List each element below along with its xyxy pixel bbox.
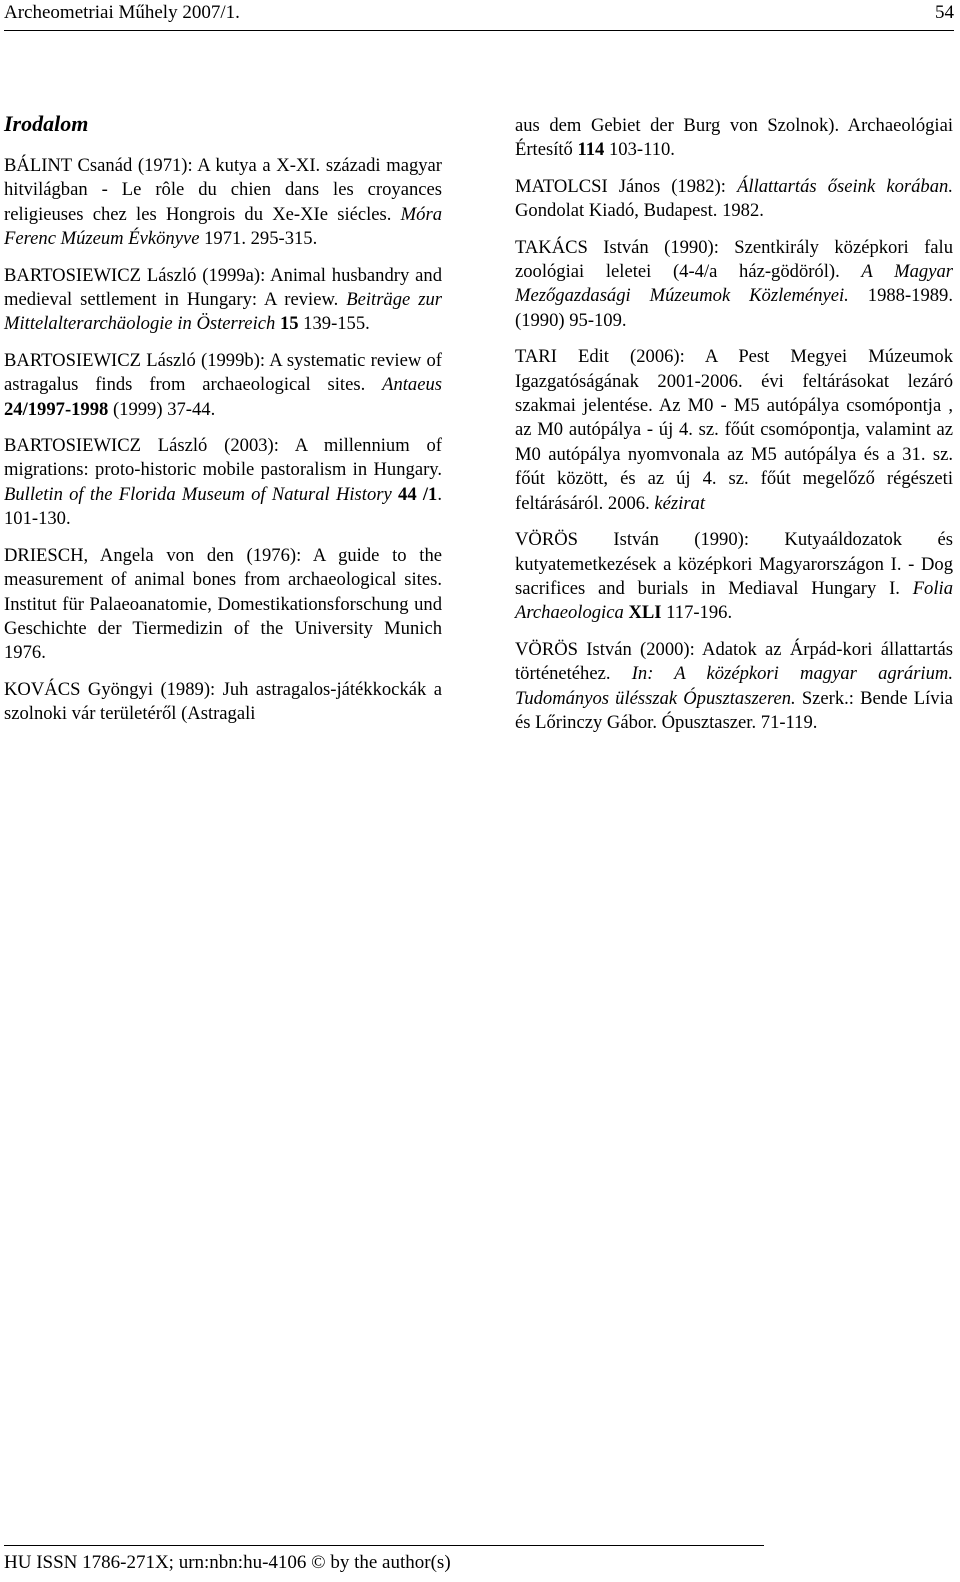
reference-pages: . 101-130. — [4, 483, 442, 530]
reference-pages: (1999) 37-44. — [108, 398, 216, 420]
reference-publisher: Gondolat Kiadó, Budapest. 1982. — [515, 200, 764, 222]
reference-text: aus dem Gebiet der Burg von Szolnok). Archaeológiai Értesítő — [515, 115, 953, 161]
reference-title: Állattartás őseink korában. — [737, 175, 953, 197]
reference-tari-2006 — [515, 345, 953, 516]
right-column — [515, 114, 953, 747]
page-header — [4, 0, 954, 31]
reference-text: BÁLINT Csanád (1971): A kutya a X-XI. századi magyar hitvilágban - Le rôle du chien dans les croyances religieuses chez les Hongrois du Xe-XIe siécles. — [4, 155, 442, 225]
reference-note: kézirat — [654, 492, 706, 514]
reference-volume: 24/1997-1998 — [4, 398, 109, 420]
reference-volume: 15 — [279, 313, 299, 335]
reference-text: BARTOSIEWICZ László (1999a): Animal husbandry and medieval settlement in Hungary: A review. — [4, 264, 442, 311]
reference-driesch-1976 — [4, 544, 442, 666]
reference-book: In: A középkori magyar agrárium. Tudományos ülésszak Ópusztaszeren. — [515, 663, 953, 709]
reference-pages: 139-155. — [298, 313, 370, 335]
journal-title: Archeometriai Műhely 2007/1. — [4, 2, 240, 23]
reference-text: DRIESCH, Angela von den (1976): A guide to the measurement of animal bones from archaeological sites. Institut für Palaeoanatomie, Domestikationsforschung und Geschichte der Tiermedizin of the University Munich 1976. — [4, 544, 442, 664]
reference-bartosiewicz-1999b — [4, 349, 442, 422]
reference-text: BARTOSIEWICZ László (1999b): A systematic review of astragalus finds from archaeological sites. — [4, 349, 442, 396]
footer-issn: HU ISSN 1786-271X; urn:nbn:hu-4106 © by the author(s) — [4, 1552, 451, 1573]
reference-pages: 103-110. — [604, 139, 675, 161]
page-number: 54 — [935, 2, 954, 23]
reference-volume: 114 — [577, 139, 605, 161]
reference-bartosiewicz-2003 — [4, 434, 442, 532]
reference-journal: Folia Archaeologica — [515, 577, 953, 624]
reference-bartosiewicz-1999a — [4, 264, 442, 337]
reference-balint-1971 — [4, 154, 442, 252]
page-footer — [4, 1545, 764, 1576]
reference-kovacs-1989 — [4, 678, 442, 727]
reference-text: MATOLCSI János (1982): — [515, 175, 738, 197]
reference-takacs-1990 — [515, 236, 953, 334]
reference-text: TARI Edit (2006): A Pest Megyei Múzeumok Igazgatóságának 2001-2006. évi feltárásokat lezáró szakmai jelentése. Az M0 - M5 autópálya csomópontja , az M0 autópálya - új 4. sz. főút csomópontja, valamint az M0 autópálya nyomvonala az M5 autópálya és a 31. sz. főút között, és az új 4. sz. főút megelőző régészeti feltárásáról. 2006. — [515, 346, 953, 514]
reference-editors: Szerk.: Bende Lívia és Lőrinczy Gábor. Ópusztaszer. 71-119. — [515, 687, 953, 733]
section-title: Irodalom — [4, 111, 89, 136]
reference-voros-2000 — [515, 638, 953, 736]
reference-pages: 117-196. — [661, 602, 733, 624]
reference-volume: XLI — [628, 602, 662, 624]
reference-journal: Bulletin of the Florida Museum of Natural History — [4, 483, 392, 505]
reference-journal: Antaeus — [382, 374, 442, 396]
reference-journal: Beiträge zur Mittelalterarchäologie in Österreich — [4, 289, 442, 335]
reference-kovacs-1989-cont — [515, 114, 953, 163]
reference-text: VÖRÖS István (2000): Adatok az Árpád-kori állattartás történetéhez. — [515, 638, 953, 685]
reference-text: VÖRÖS István (1990): Kutyaáldozatok és kutyatemetkezések a középkori Magyarországon I. - Dog sacrifices and burials in Mediaval Hungary I. — [515, 529, 953, 599]
reference-voros-1990 — [515, 528, 953, 626]
reference-journal: Móra Ferenc Múzeum Évkönyve — [4, 203, 442, 250]
reference-text: BARTOSIEWICZ László (2003): A millennium of migrations: proto-historic mobile pastoralism in Hungary. — [4, 435, 442, 481]
reference-journal: A Magyar Mezőgazdasági Múzeumok Közleményei. — [515, 261, 953, 307]
reference-volume: 44 /1 — [398, 483, 438, 505]
reference-pages: 1971. 295-315. — [199, 228, 318, 250]
reference-text: KOVÁCS Gyöngyi (1989): Juh astragalos-játékkockák a szolnoki vár területéről (Astragali — [4, 678, 442, 725]
reference-text: TAKÁCS István (1990): Szentkirály középkori falu zoológiai leletei (4-4/a ház-gödöról). — [515, 236, 953, 283]
reference-matolcsi-1982 — [515, 175, 953, 224]
left-column — [4, 110, 442, 739]
reference-pages: 1988-1989. (1990) 95-109. — [515, 285, 953, 331]
